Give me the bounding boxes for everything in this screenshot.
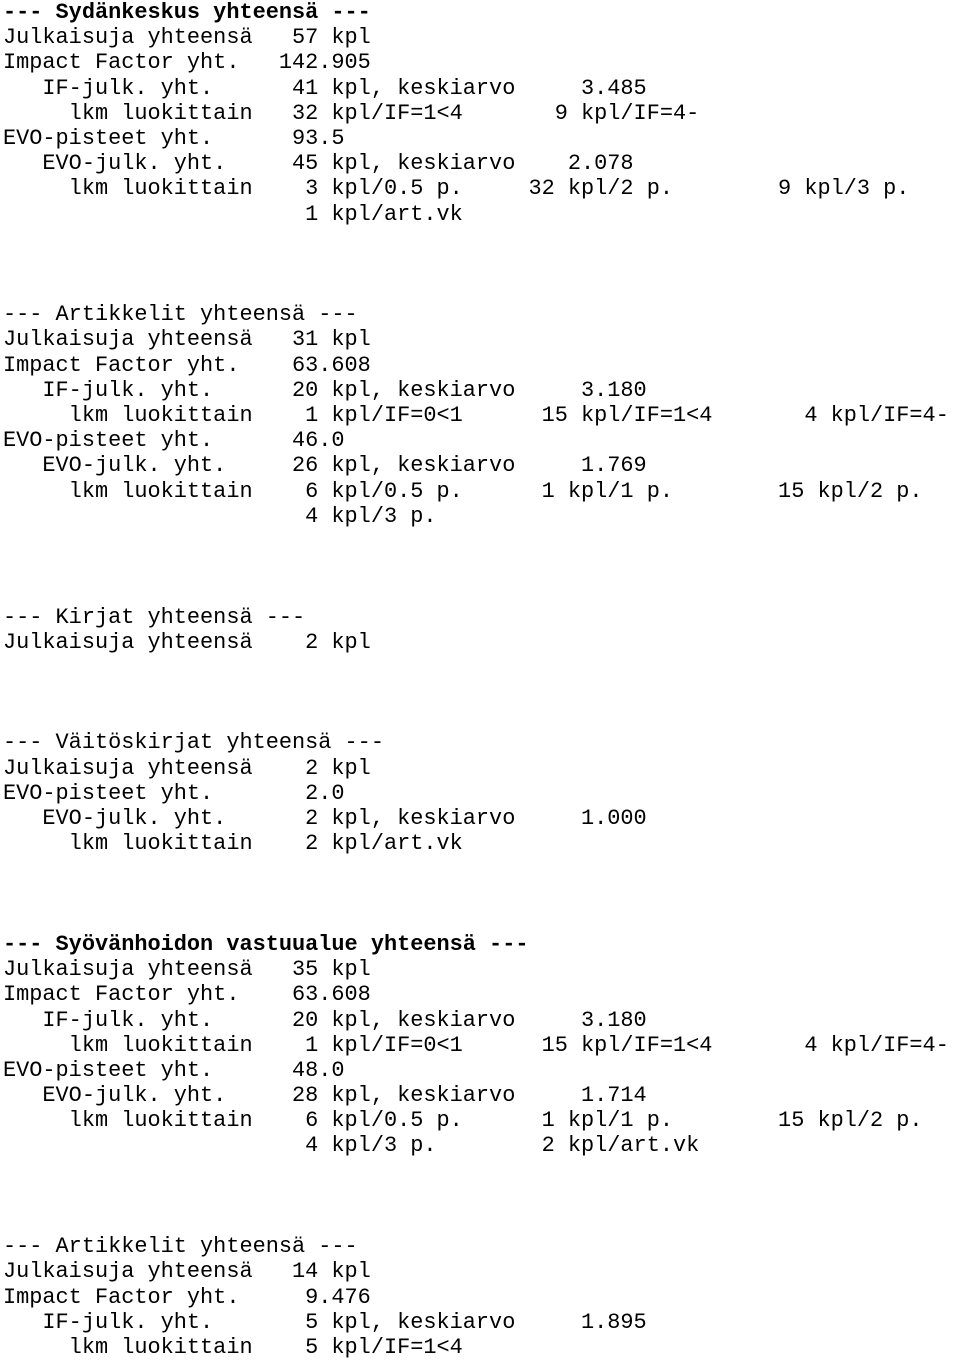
report-line: Julkaisuja yhteensä 14 kpl: [3, 1259, 371, 1285]
report-line: 4 kpl/3 p. 2 kpl/art.vk: [3, 1133, 700, 1159]
blank-line: [3, 856, 960, 881]
report-line: Julkaisuja yhteensä 2 kpl: [3, 755, 371, 781]
report-line: lkm luokittain 1 kpl/IF=0<1 15 kpl/IF=1<4 4 kpl/IF=4-: [3, 403, 949, 428]
report-line: Impact Factor yht. 63.608: [3, 982, 371, 1008]
report-line: Impact Factor yht. 9.476: [3, 1284, 371, 1310]
report-line: EVO-pisteet yht. 46.0: [3, 428, 345, 454]
blank-line: [3, 579, 960, 604]
report-line: 4 kpl/3 p.: [3, 503, 437, 529]
report-line: lkm luokittain 1 kpl/IF=0<1 15 kpl/IF=1<4 4 kpl/IF=4-: [3, 1032, 949, 1058]
blank-line: [3, 907, 960, 932]
report-line: lkm luokittain 2 kpl/art.vk: [3, 831, 463, 857]
report-line: EVO-pisteet yht. 48.0: [3, 1057, 345, 1083]
report-line: lkm luokittain 3 kpl/0.5 p. 32 kpl/2 p. 9 kpl/3 p.: [3, 176, 910, 202]
report-line: EVO-pisteet yht. 2.0: [3, 780, 345, 806]
report-line: Impact Factor yht. 63.608: [3, 352, 371, 378]
blank-line: [3, 882, 960, 907]
section-heading: --- Artikkelit yhteensä ---: [3, 1234, 358, 1260]
report-line: IF-julk. yht. 20 kpl, keskiarvo 3.180: [3, 377, 647, 403]
report-line: EVO-julk. yht. 26 kpl, keskiarvo 1.769: [3, 453, 647, 479]
report-line: EVO-pisteet yht. 93.5: [3, 125, 345, 151]
section-heading: --- Syövänhoidon vastuualue yhteensä ---: [3, 931, 529, 957]
section-heading: --- Sydänkeskus yhteensä ---: [3, 0, 371, 25]
report-line: lkm luokittain 6 kpl/0.5 p. 1 kpl/1 p. 15 kpl/2 p.: [3, 1108, 923, 1134]
report-line: lkm luokittain 5 kpl/IF=1<4: [3, 1334, 463, 1360]
report-line: Julkaisuja yhteensä 57 kpl: [3, 25, 371, 51]
report-line: lkm luokittain 6 kpl/0.5 p. 1 kpl/1 p. 15 kpl/2 p.: [3, 478, 923, 504]
blank-line: [3, 277, 960, 302]
report-line: Julkaisuja yhteensä 31 kpl: [3, 327, 371, 353]
blank-line: [3, 1159, 960, 1184]
report-line: Impact Factor yht. 142.905: [3, 50, 371, 76]
section-heading: --- Väitöskirjat yhteensä ---: [3, 730, 384, 756]
report-line: IF-julk. yht. 20 kpl, keskiarvo 3.180: [3, 1007, 647, 1033]
blank-line: [3, 227, 960, 252]
report-line: Julkaisuja yhteensä 2 kpl: [3, 629, 371, 655]
blank-line: [3, 1184, 960, 1209]
report-line: EVO-julk. yht. 2 kpl, keskiarvo 1.000: [3, 806, 647, 831]
blank-line: [3, 705, 960, 730]
report-line: Julkaisuja yhteensä 35 kpl: [3, 957, 371, 983]
report-document: [3, 0, 960, 1360]
blank-line: [3, 680, 960, 705]
section-heading: --- Artikkelit yhteensä ---: [3, 302, 358, 328]
section-heading: --- Kirjat yhteensä ---: [3, 604, 306, 630]
report-line: 1 kpl/art.vk: [3, 201, 463, 227]
report-line: IF-julk. yht. 41 kpl, keskiarvo 3.485: [3, 75, 647, 101]
blank-line: [3, 655, 960, 680]
report-line: lkm luokittain 32 kpl/IF=1<4 9 kpl/IF=4-: [3, 100, 700, 126]
report-line: EVO-julk. yht. 28 kpl, keskiarvo 1.714: [3, 1083, 647, 1109]
blank-line: [3, 252, 960, 277]
report-line: EVO-julk. yht. 45 kpl, keskiarvo 2.078: [3, 151, 634, 177]
blank-line: [3, 1209, 960, 1234]
blank-line: [3, 529, 960, 554]
blank-line: [3, 554, 960, 579]
report-line: IF-julk. yht. 5 kpl, keskiarvo 1.895: [3, 1309, 647, 1335]
